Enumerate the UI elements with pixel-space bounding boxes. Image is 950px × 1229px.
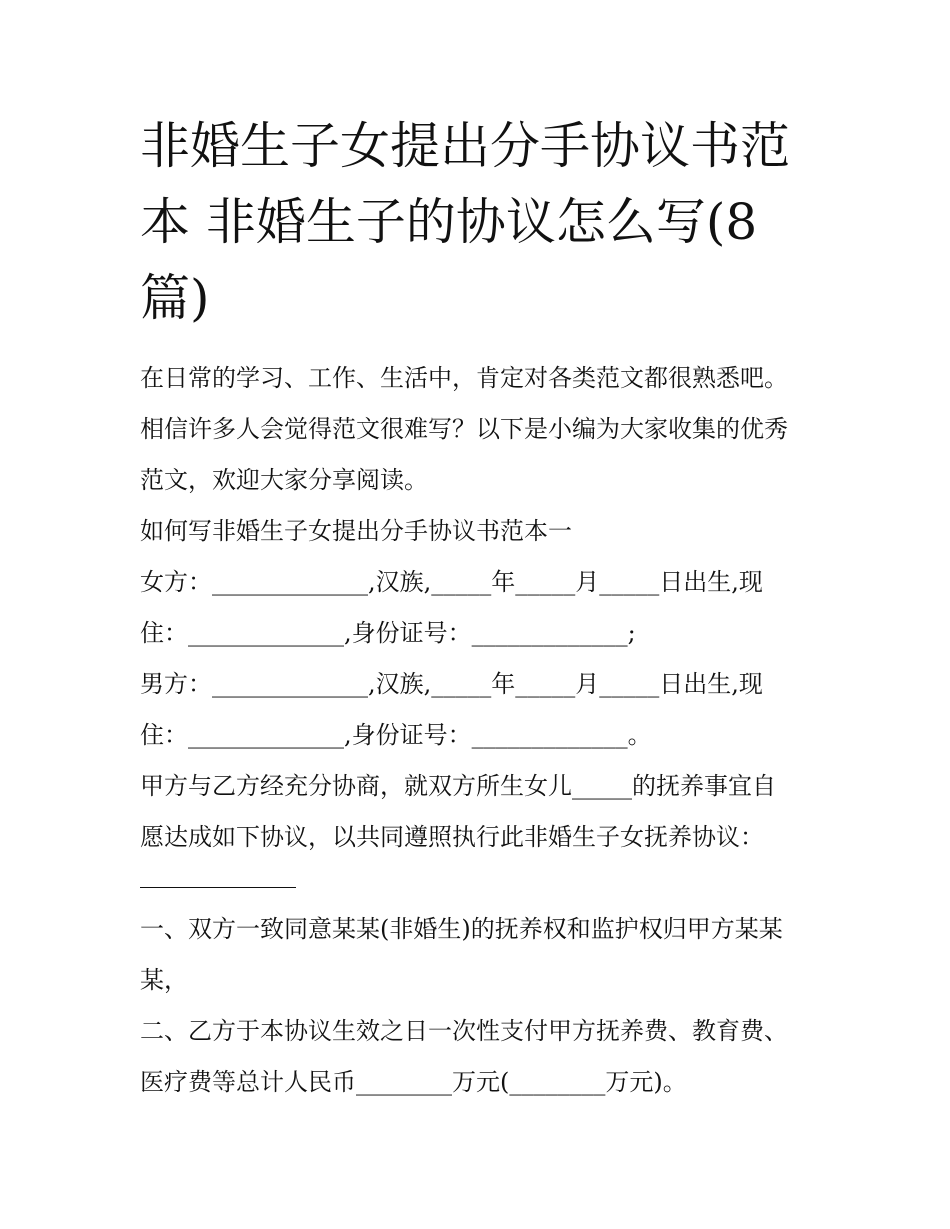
document-title xyxy=(140,108,820,336)
agreement-paragraph-line-2: 愿达成如下协议，以共同遵照执行此非婚生子女抚养协议： xyxy=(140,823,764,851)
clause-1-line-2: 某， xyxy=(140,966,188,994)
title-line-1: 非婚生子女提出分手协议书范 xyxy=(140,117,790,175)
intro-line-3: 范文，欢迎大家分享阅读。 xyxy=(140,466,428,494)
clause-2-line-2: 医疗费等总计人民币________万元(________万元)。 xyxy=(140,1068,687,1096)
male-party-line: 男方：_____________,汉族,_____年_____月_____日出生,现 xyxy=(140,670,763,698)
female-party-line: 女方：_____________,汉族,_____年_____月_____日出生,现 xyxy=(140,568,763,596)
title-line-2: 本 非婚生子的协议怎么写(8 xyxy=(140,193,758,251)
clause-1-line-1: 一、双方一致同意某某(非婚生)的抚养权和监护权归甲方某某 xyxy=(140,915,783,943)
intro-line-2: 相信许多人会觉得范文很难写？以下是小编为大家收集的优秀 xyxy=(140,415,788,443)
female-address-line: 住：_____________,身份证号：_____________; xyxy=(140,619,636,647)
blank-underline xyxy=(140,887,296,888)
title-line-3: 篇) xyxy=(140,269,210,327)
agreement-paragraph-line-1: 甲方与乙方经充分协商，就双方所生女儿_____的抚养事宜自 xyxy=(140,772,776,800)
section-heading: 如何写非婚生子女提出分手协议书范本一 xyxy=(140,517,572,545)
intro-line-1: 在日常的学习、工作、生活中，肯定对各类范文都很熟悉吧。 xyxy=(140,364,788,392)
male-address-line: 住：_____________,身份证号：_____________。 xyxy=(140,721,652,749)
clause-2-line-1: 二、乙方于本协议生效之日一次性支付甲方抚养费、教育费、 xyxy=(140,1017,788,1045)
